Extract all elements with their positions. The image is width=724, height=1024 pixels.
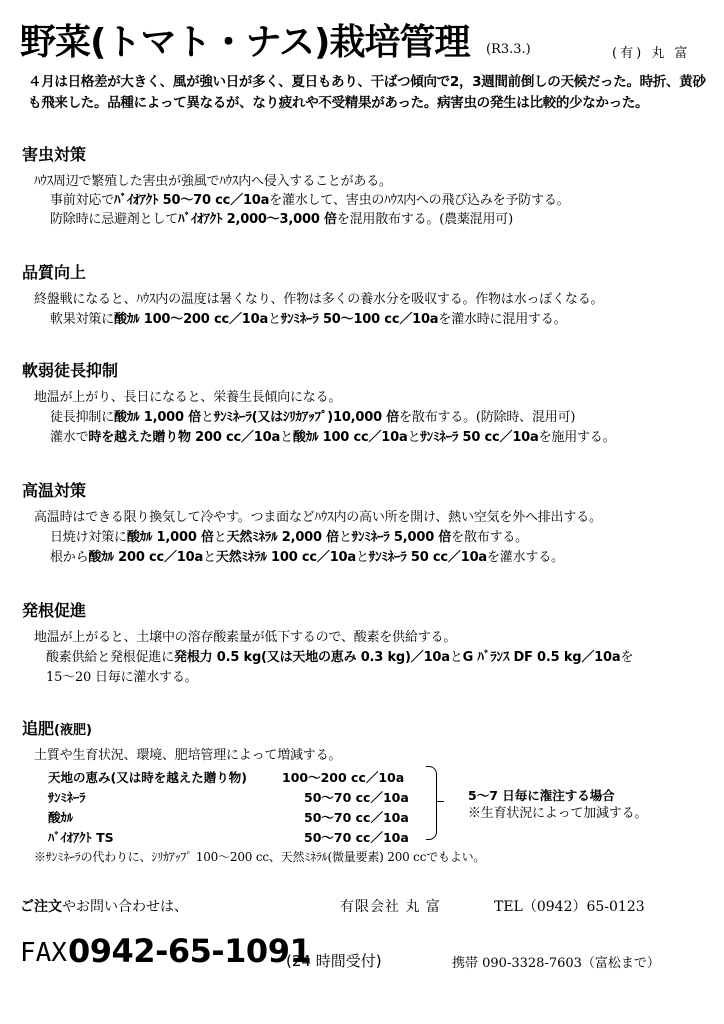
fert-row-amount: 50～70 cc／10a — [304, 790, 409, 805]
fert-row-amount: 100～200 cc／10a — [282, 770, 405, 785]
pest-line-2: 事前対応でﾊﾞｲｵｱｸﾄ 50～70 cc／10aを灌水して、害虫のﾊｳｽ内への飛び込みを予防する。 — [50, 193, 570, 208]
fert-interval-note: ※生育状況によって加減する。 — [468, 806, 648, 821]
fax-hours-note: (24 時間受付) — [286, 952, 382, 970]
quality-line-2: 軟果対策に酸ｶﾙ 100～200 cc／10aとｻﾝﾐﾈｰﾗ 50～100 cc／10aを灌水時に混用する。 — [50, 312, 567, 327]
order-inquiry: ご注文やお問い合わせは、 — [20, 899, 188, 915]
fert-row-name: ｻﾝﾐﾈｰﾗ — [48, 790, 86, 805]
weak-line-1: 地温が上がり、長日になると、栄養生長傾向になる。 — [34, 390, 342, 405]
tel-number: TEL（0942）65-0123 — [494, 899, 645, 915]
pest-line-1: ﾊｳｽ周辺で繁殖した害虫が強風でﾊｳｽ内へ侵入することがある。 — [34, 174, 392, 189]
fax-label: FAX — [20, 938, 67, 968]
root-line-2: 酸素供給と発根促進に発根力 0.5 kg(又は天地の恵み 0.3 kg)／10aとG ﾊﾞﾗﾝｽ DF 0.5 kg／10aを — [46, 650, 634, 665]
section-title-pest: 害虫対策 — [22, 145, 87, 164]
weak-line-3: 灌水で時を越えた贈り物 200 cc／10aと酸ｶﾙ 100 cc／10aとｻﾝﾐﾈｰﾗ 50 cc／10aを施用する。 — [50, 430, 616, 445]
fert-row-amount: 50～70 cc／10a — [304, 810, 409, 825]
page-title: 野菜(トマト・ナス)栽培管理 — [20, 22, 470, 63]
intro-paragraph: ４月は日格差が大きく、風が強い日が多く、夏日もあり、干ばつ傾向で2，3週間前倒しの天候だった。時折、黄砂も飛来した。品種によって異なるが、なり疲れや不受精果があった。病害虫の発生は比較的少なかった。 — [28, 74, 706, 111]
section-title-heat: 高温対策 — [22, 481, 87, 500]
quality-line-1: 終盤戦になると、ﾊｳｽ内の温度は暑くなり、作物は多くの養水分を吸収する。作物は水っぽくなる。 — [34, 292, 604, 307]
heat-line-1: 高温時はできる限り換気して冷やす。つま面などﾊｳｽ内の高い所を開け、熱い空気を外へ排出する。 — [34, 510, 602, 525]
pest-line-3: 防除時に忌避剤としてﾊﾞｲｵｱｸﾄ 2,000～3,000 倍を混用散布する。(農薬混用可) — [50, 212, 513, 227]
fert-note: ※ｻﾝﾐﾈｰﾗの代わりに、ｼﾘｶｱｯﾌﾟ 100～200 cc、天然ﾐﾈﾗﾙ(微量要素) 200 ccでもよい。 — [34, 850, 486, 864]
company-short: (有) 丸 富 — [612, 46, 691, 61]
issue-date: (R3.3.) — [486, 42, 531, 57]
section-title-fertilizer: 追肥(液肥) — [22, 719, 92, 738]
mobile-number: 携帯 090-3328-7603（富松まで） — [452, 956, 660, 971]
fert-row-name: 酸ｶﾙ — [48, 810, 74, 825]
fert-line-1: 土質や生育状況、環境、肥培管理によって増減する。 — [34, 748, 342, 763]
weak-line-2: 徒長抑制に酸ｶﾙ 1,000 倍とｻﾝﾐﾈｰﾗ(又はｼﾘｶｱｯﾌﾟ)10,000 倍を散布する。(防除時、混用可) — [50, 410, 576, 425]
fert-row-name: ﾊﾞｲｵｱｸﾄ TS — [48, 830, 114, 845]
section-title-weak-growth: 軟弱徒長抑制 — [22, 361, 119, 380]
root-line-3: 15～20 日毎に灌水する。 — [46, 670, 198, 685]
section-title-root: 発根促進 — [22, 601, 87, 620]
fert-interval: 5～7 日毎に潅注する場合 — [468, 788, 615, 803]
grouping-bracket — [426, 766, 437, 840]
fax-number: 0942-65-1091 — [68, 932, 312, 970]
fert-row-name: 天地の恵み(又は時を越えた贈り物) — [48, 770, 247, 785]
fert-row-amount: 50～70 cc／10a — [304, 830, 409, 845]
heat-line-3: 根から酸ｶﾙ 200 cc／10aと天然ﾐﾈﾗﾙ 100 cc／10aとｻﾝﾐﾈｰﾗ 50 cc／10aを灌水する。 — [50, 550, 564, 565]
grouping-bracket-tip — [436, 801, 444, 802]
section-title-quality: 品質向上 — [22, 263, 87, 282]
root-line-1: 地温が上がると、土壌中の溶存酸素量が低下するので、酸素を供給する。 — [34, 630, 457, 645]
company-name: 有限会社 丸 富 — [340, 899, 441, 915]
heat-line-2: 日焼け対策に酸ｶﾙ 1,000 倍と天然ﾐﾈﾗﾙ 2,000 倍とｻﾝﾐﾈｰﾗ 5,000 倍を散布する。 — [50, 530, 528, 545]
